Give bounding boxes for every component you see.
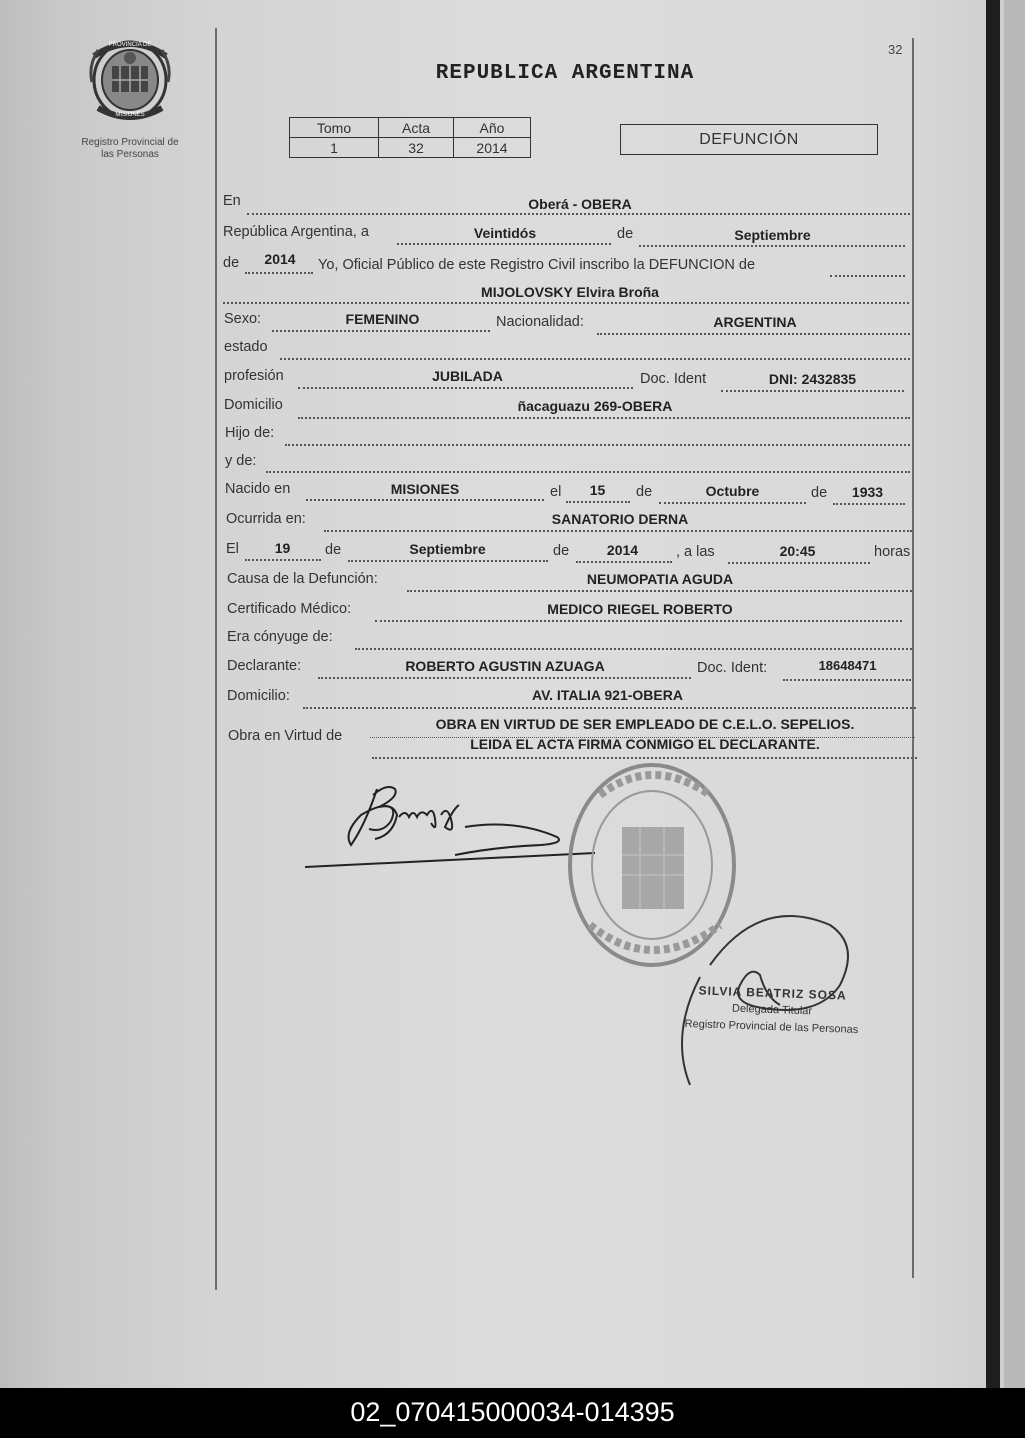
label-nacido-en: Nacido en	[225, 481, 291, 497]
record-type-box: DEFUNCIÓN	[620, 124, 878, 155]
label-hijo-de: Hijo de:	[225, 425, 275, 441]
field-line-nac-mes	[659, 502, 806, 504]
field-line-def-dia	[245, 559, 321, 561]
label-de-5: de	[325, 542, 342, 558]
value-def-mes: Septiembre	[409, 541, 486, 557]
value-ocurrida-en: SANATORIO DERNA	[551, 511, 689, 527]
register-header-tomo: Tomo	[290, 118, 379, 138]
value-nacido-en: MISIONES	[390, 481, 460, 497]
page-number: 32	[888, 42, 903, 57]
value-def-anio: 2014	[606, 542, 639, 558]
field-line-hora	[728, 562, 870, 564]
registrar-stamp	[671, 982, 873, 1040]
emblem-caption-line1: Registro Provincial de	[81, 137, 179, 148]
value-def-dia: 19	[274, 540, 291, 556]
label-profesion: profesión	[224, 368, 284, 384]
page-margin	[1004, 0, 1025, 1388]
field-line-dia	[397, 243, 611, 245]
field-line-estado	[280, 358, 910, 360]
left-margin-line	[215, 28, 217, 1290]
label-doc-ident: Doc. Ident	[640, 371, 707, 387]
field-line-sexo	[272, 330, 490, 332]
emblem-top-lettering: PROVINCIA DE	[108, 42, 152, 48]
label-de-4: de	[811, 485, 828, 501]
label-domicilio: Domicilio	[224, 397, 283, 413]
label-nacionalidad: Nacionalidad:	[496, 314, 584, 330]
field-line-causa	[407, 590, 912, 592]
label-y-de: y de:	[225, 453, 257, 469]
page-title: REPUBLICA ARGENTINA	[435, 62, 695, 85]
register-value-tomo: 1	[290, 138, 379, 158]
registrar-title: Delegada Titular	[731, 1002, 813, 1018]
register-value-acta: 32	[379, 138, 454, 158]
field-line-mes	[639, 245, 905, 247]
label-de-3: de	[636, 484, 653, 500]
field-line-conyuge	[355, 648, 912, 650]
emblem-caption-line2: las Personas	[101, 149, 159, 160]
label-en: En	[223, 193, 241, 209]
label-republica: República Argentina, a	[223, 224, 369, 240]
field-line-domicilio	[298, 417, 910, 419]
register-table	[289, 117, 531, 158]
label-certificado: Certificado Médico:	[227, 601, 352, 617]
field-line-ocurrida	[324, 530, 912, 532]
register-header-acta: Acta	[379, 118, 454, 138]
label-conyuge: Era cónyuge de:	[227, 629, 333, 645]
value-nac-dia: 15	[589, 482, 606, 498]
value-nac-anio: 1933	[851, 484, 884, 500]
value-declarante-doc: 18648471	[818, 658, 877, 673]
field-line-y-de	[266, 471, 910, 473]
label-de-6: de	[553, 543, 570, 559]
label-sexo: Sexo:	[224, 311, 262, 327]
value-profesion: JUBILADA	[432, 368, 503, 384]
value-hora: 20:45	[779, 543, 816, 559]
value-domicilio: ñacaguazu 269-OBERA	[517, 398, 673, 414]
label-doc-ident-2: Doc. Ident:	[697, 660, 768, 676]
field-line-anio	[245, 272, 313, 274]
label-domicilio-2: Domicilio:	[227, 688, 290, 704]
register-header-anio: Año	[454, 118, 531, 138]
field-line-nacionalidad	[597, 333, 910, 335]
value-dia-letras: Veintidós	[473, 225, 537, 241]
register-value-anio: 2014	[454, 138, 531, 158]
field-line-yo	[830, 275, 905, 277]
label-causa: Causa de la Defunción:	[227, 571, 378, 587]
label-yo-oficial: Yo, Oficial Público de este Registro Civil inscribo la DEFUNCION de	[318, 257, 756, 273]
value-nac-mes: Octubre	[705, 483, 760, 499]
field-line-domicilio-2	[303, 707, 916, 709]
field-line-nombre	[223, 302, 909, 304]
field-line-certificado	[375, 620, 902, 622]
value-obra-line2: LEIDA EL ACTA FIRMA CONMIGO EL DECLARANTE.	[470, 736, 820, 752]
label-el: el	[550, 484, 562, 500]
value-nacionalidad: ARGENTINA	[713, 314, 797, 330]
value-nombre: MIJOLOVSKY Elvira Broña	[481, 284, 659, 300]
registrar-office: Registro Provincial de las Personas	[684, 1017, 859, 1037]
value-declarante: ROBERTO AGUSTIN AZUAGA	[405, 658, 605, 674]
value-sexo: FEMENINO	[345, 311, 420, 327]
label-obra: Obra en Virtud de	[228, 728, 343, 744]
label-estado: estado	[224, 339, 268, 355]
emblem-bottom-lettering: MISIONES	[115, 112, 145, 118]
value-doc: DNI: 2432835	[768, 371, 857, 387]
label-horas: horas	[874, 544, 911, 560]
field-line-declarante	[318, 677, 691, 679]
field-line-declarante-doc	[783, 679, 911, 681]
label-de-1: de	[617, 226, 634, 242]
right-margin-line	[912, 38, 914, 1278]
emblem-caption	[60, 137, 200, 161]
field-line-lugar	[247, 213, 910, 215]
field-line-profesion	[298, 387, 633, 389]
value-mes: Septiembre	[734, 227, 811, 243]
value-obra-line1: OBRA EN VIRTUD DE SER EMPLEADO DE C.E.L.O. SEPELIOS.	[435, 716, 855, 732]
binding-edge	[986, 0, 1000, 1388]
province-emblem-icon	[86, 36, 174, 120]
value-lugar: Oberá - OBERA	[528, 196, 632, 212]
label-ocurrida-en: Ocurrida en:	[226, 511, 306, 527]
field-line-def-anio	[576, 561, 672, 563]
value-causa: NEUMOPATIA AGUDA	[586, 571, 734, 587]
registrar-name: SILVIA BEATRIZ SOSA	[698, 983, 847, 1003]
value-certificado: MEDICO RIEGEL ROBERTO	[547, 601, 733, 617]
field-line-def-mes	[348, 560, 548, 562]
label-declarante: Declarante:	[227, 658, 302, 674]
field-line-hijo-de	[285, 444, 910, 446]
field-line-nacido-en	[306, 499, 544, 501]
value-declarante-domicilio: AV. ITALIA 921-OBERA	[532, 687, 683, 703]
label-a-las: , a las	[676, 544, 715, 560]
value-anio: 2014	[264, 251, 296, 267]
label-de-2: de	[223, 255, 240, 271]
label-el-cap: El	[226, 541, 239, 557]
field-line-doc	[721, 390, 904, 392]
field-line-nac-dia	[566, 501, 630, 503]
field-line-nac-anio	[833, 503, 905, 505]
scan-id-footer: 02_070415000034-014395	[0, 1388, 1025, 1438]
